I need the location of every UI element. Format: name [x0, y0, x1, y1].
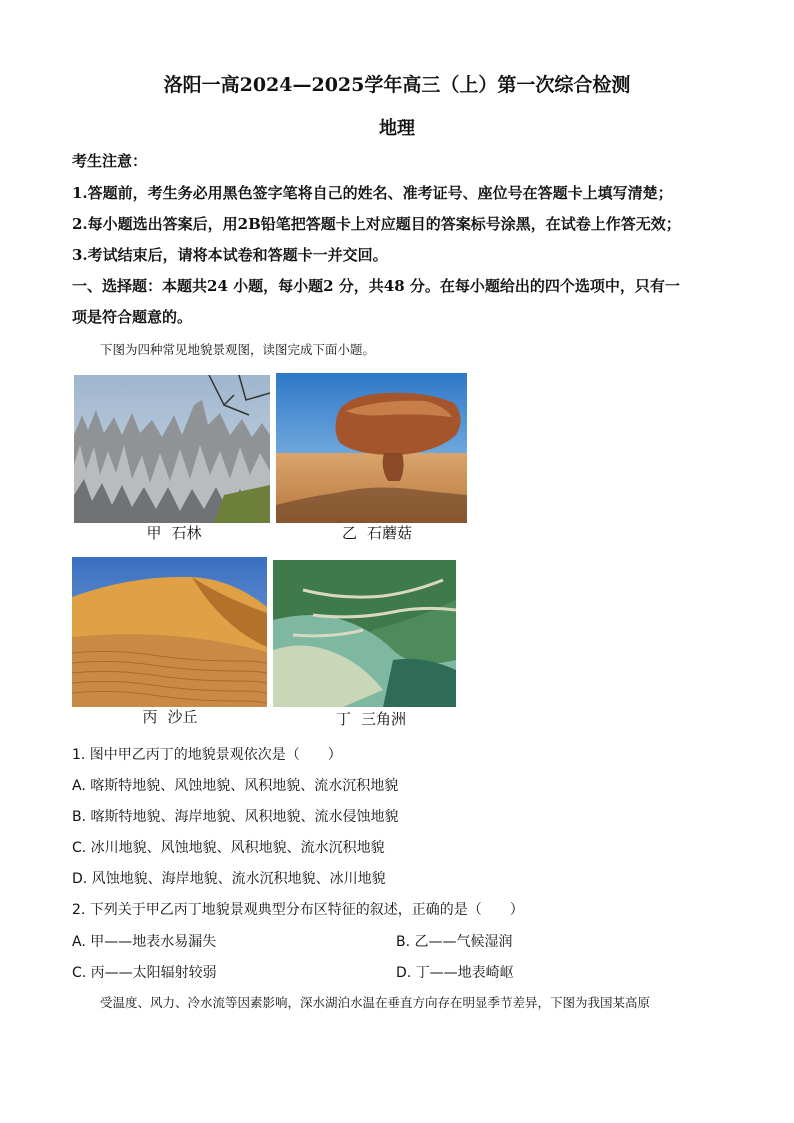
- caption-yi: [322, 522, 432, 543]
- notice-item-3: 3.考试结束后，请将本试卷和答题卡一并交回。: [72, 246, 388, 264]
- q2-stem: 2. 下列关于甲乙丙丁地貌景观典型分布区特征的叙述，正确的是（ ）: [72, 902, 524, 918]
- q2-option-b: B. 乙——气候湿润: [396, 934, 513, 950]
- caption-yi-name: 石蘑菇: [367, 524, 413, 542]
- notice-item-1: 1.答题前，考生务必用黑色签字笔将自己的姓名、准考证号、座位号在答题卡上填写清楚；: [72, 184, 673, 202]
- q1-option-b: B. 喀斯特地貌、海岸地貌、风积地貌、流水侵蚀地貌: [72, 809, 399, 825]
- next-intro: 受温度、风力、冷水流等因素影响，深水湖泊水温在垂直方向存在明显季节差异，下图为我国某高原: [100, 995, 651, 1010]
- caption-bing-name: 沙丘: [167, 708, 198, 726]
- q1-option-d: D. 风蚀地貌、海岸地貌、流水沉积地貌、冰川地貌: [72, 871, 386, 887]
- caption-ding-name: 三角洲: [361, 710, 407, 728]
- q1-option-a: A. 喀斯特地貌、风蚀地貌、风积地貌、流水沉积地貌: [72, 778, 399, 794]
- subject-title: 地理: [379, 118, 415, 139]
- caption-ding-label: 丁: [335, 710, 351, 728]
- section-heading-line2: 项是符合题意的。: [72, 308, 193, 326]
- exam-title: 洛阳一高2024—2025学年高三（上）第一次综合检测: [163, 74, 631, 96]
- stone-forest-photo: [74, 375, 270, 523]
- caption-ding: [316, 708, 426, 729]
- delta-photo: [273, 560, 456, 707]
- q1-stem: 1. 图中甲乙丙丁的地貌景观依次是（ ）: [72, 747, 342, 763]
- caption-bing: [120, 706, 220, 727]
- caption-jia-label: 甲: [146, 524, 162, 542]
- notice-heading: 考生注意：: [72, 152, 148, 170]
- figure-intro: 下图为四种常见地貌景观图，读图完成下面小题。: [100, 342, 376, 357]
- caption-jia-name: 石林: [171, 524, 202, 542]
- q2-option-d: D. 丁——地表崎岖: [396, 965, 514, 981]
- q2-option-c: C. 丙——太阳辐射较弱: [72, 965, 217, 981]
- mushroom-rock-photo: [276, 373, 467, 523]
- notice-item-2: 2.每小题选出答案后，用2B铅笔把答题卡上对应题目的答案标号涂黑，在试卷上作答无效；: [72, 215, 681, 233]
- q2-option-a: A. 甲——地表水易漏失: [72, 934, 217, 950]
- section-heading-line1: 一、选择题：本题共24 小题，每小题2 分，共48 分。在每小题给出的四个选项中，只有一: [72, 277, 680, 295]
- caption-yi-label: 乙: [341, 524, 357, 542]
- caption-bing-label: 丙: [142, 708, 158, 726]
- caption-jia: [124, 522, 224, 543]
- q1-option-c: C. 冰川地貌、风蚀地貌、风积地貌、流水沉积地貌: [72, 840, 385, 856]
- sand-dune-photo: [72, 557, 267, 707]
